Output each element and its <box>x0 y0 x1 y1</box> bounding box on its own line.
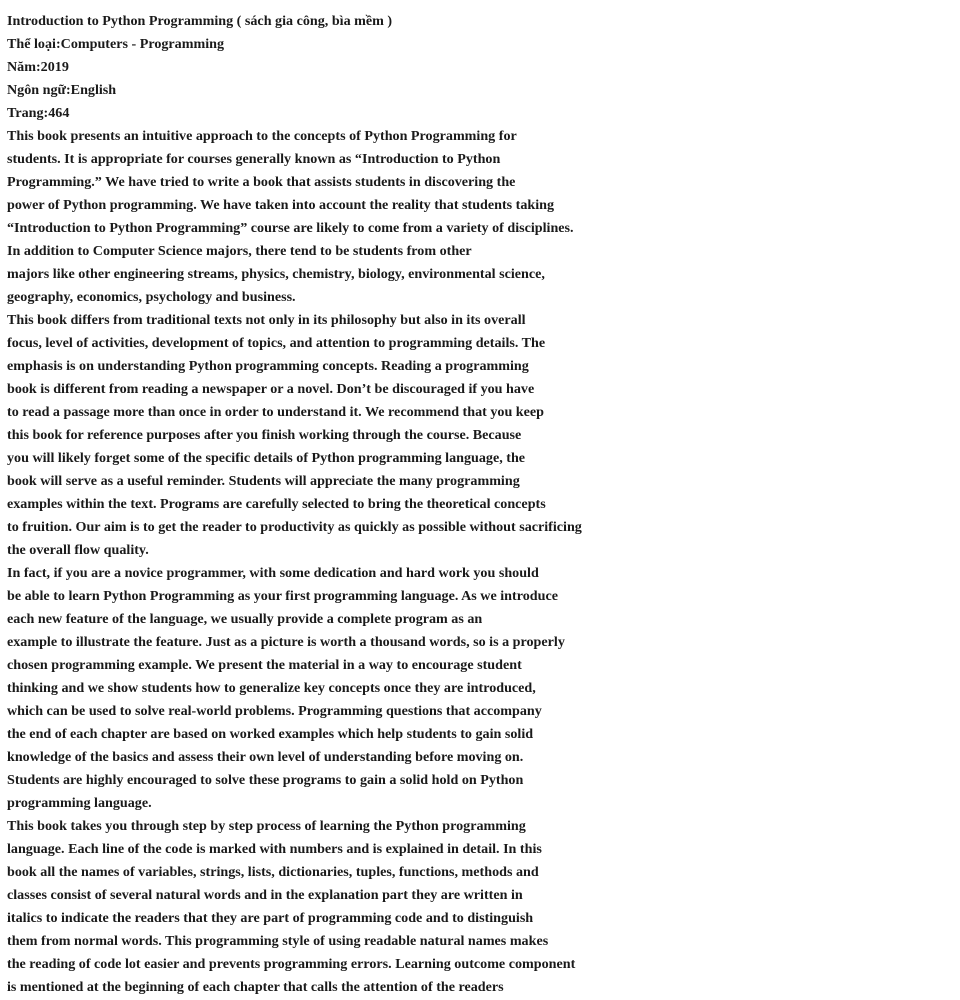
description-line: power of Python programming. We have taken into account the reality that students taking <box>7 197 555 213</box>
language-value: English <box>70 82 117 98</box>
description-line: thinking and we show students how to generalize key concepts once they are introduced, <box>7 680 536 696</box>
book-details <box>7 10 947 999</box>
description-line: classes consist of several natural words and in the explanation part they are written in <box>7 887 523 903</box>
description-line: is mentioned at the beginning of each chapter that calls the attention of the readers <box>7 979 504 995</box>
book-language <box>7 79 947 102</box>
description-paragraph <box>7 125 947 309</box>
book-year <box>7 56 947 79</box>
description-line: In addition to Computer Science majors, there tend to be students from other <box>7 243 472 259</box>
description-line: the reading of code lot easier and prevents programming errors. Learning outcome component <box>7 956 576 972</box>
description-line: This book takes you through step by step process of learning the Python programming <box>7 818 526 834</box>
description-line: In fact, if you are a novice programmer, with some dedication and hard work you should <box>7 565 539 581</box>
description-line: be able to learn Python Programming as your first programming language. As we introduce <box>7 588 558 604</box>
description-line: students. It is appropriate for courses generally known as “Introduction to Python <box>7 151 501 167</box>
book-pages <box>7 102 947 125</box>
description-paragraph <box>7 815 947 999</box>
description-line: Programming.” We have tried to write a book that assists students in discovering the <box>7 174 516 190</box>
pages-value: 464 <box>48 105 70 121</box>
description-line: book all the names of variables, strings, lists, dictionaries, tuples, functions, methods and <box>7 864 539 880</box>
description-paragraph <box>7 562 947 815</box>
description-line: them from normal words. This programming style of using readable natural names makes <box>7 933 549 949</box>
description-line: book is different from reading a newspaper or a novel. Don’t be discouraged if you have <box>7 381 535 397</box>
category-value: Computers - Programming <box>60 36 224 52</box>
description-line: This book presents an intuitive approach to the concepts of Python Programming for <box>7 128 517 144</box>
description-line: examples within the text. Programs are carefully selected to bring the theoretical concepts <box>7 496 546 512</box>
language-label: Ngôn ngữ: <box>7 82 71 98</box>
book-description <box>7 125 947 999</box>
description-line: emphasis is on understanding Python programming concepts. Reading a programming <box>7 358 529 374</box>
description-line: the overall flow quality. <box>7 542 149 558</box>
book-title: Introduction to Python Programming ( sách gia công, bìa mềm ) <box>7 13 393 29</box>
description-line: majors like other engineering streams, physics, chemistry, biology, environmental science, <box>7 266 545 282</box>
description-line: geography, economics, psychology and business. <box>7 289 296 305</box>
category-label: Thể loại: <box>7 36 61 52</box>
year-label: Năm: <box>7 59 41 75</box>
description-line: programming language. <box>7 795 152 811</box>
description-line: you will likely forget some of the specific details of Python programming language, the <box>7 450 526 466</box>
pages-label: Trang: <box>7 105 49 121</box>
description-line: example to illustrate the feature. Just as a picture is worth a thousand words, so is a properly <box>7 634 565 650</box>
description-paragraph <box>7 309 947 562</box>
description-line: chosen programming example. We present the material in a way to encourage student <box>7 657 522 673</box>
year-value: 2019 <box>40 59 69 75</box>
description-line: This book differs from traditional texts not only in its philosophy but also in its overall <box>7 312 526 328</box>
description-line: italics to indicate the readers that they are part of programming code and to distinguish <box>7 910 534 926</box>
description-line: Students are highly encouraged to solve these programs to gain a solid hold on Python <box>7 772 524 788</box>
description-line: knowledge of the basics and assess their own level of understanding before moving on. <box>7 749 524 765</box>
description-line: focus, level of activities, development of topics, and attention to programming details. The <box>7 335 546 351</box>
description-line: each new feature of the language, we usually provide a complete program as an <box>7 611 483 627</box>
description-line: book will serve as a useful reminder. Students will appreciate the many programming <box>7 473 520 489</box>
description-line: “Introduction to Python Programming” course are likely to come from a variety of disciplines. <box>7 220 574 236</box>
description-line: to read a passage more than once in order to understand it. We recommend that you keep <box>7 404 544 420</box>
description-line: to fruition. Our aim is to get the reader to productivity as quickly as possible without sacrificing <box>7 519 582 535</box>
description-line: this book for reference purposes after you finish working through the course. Because <box>7 427 522 443</box>
book-category <box>7 33 947 56</box>
description-line: the end of each chapter are based on worked examples which help students to gain solid <box>7 726 534 742</box>
description-line: which can be used to solve real-world problems. Programming questions that accompany <box>7 703 542 719</box>
description-line: language. Each line of the code is marked with numbers and is explained in detail. In this <box>7 841 542 857</box>
